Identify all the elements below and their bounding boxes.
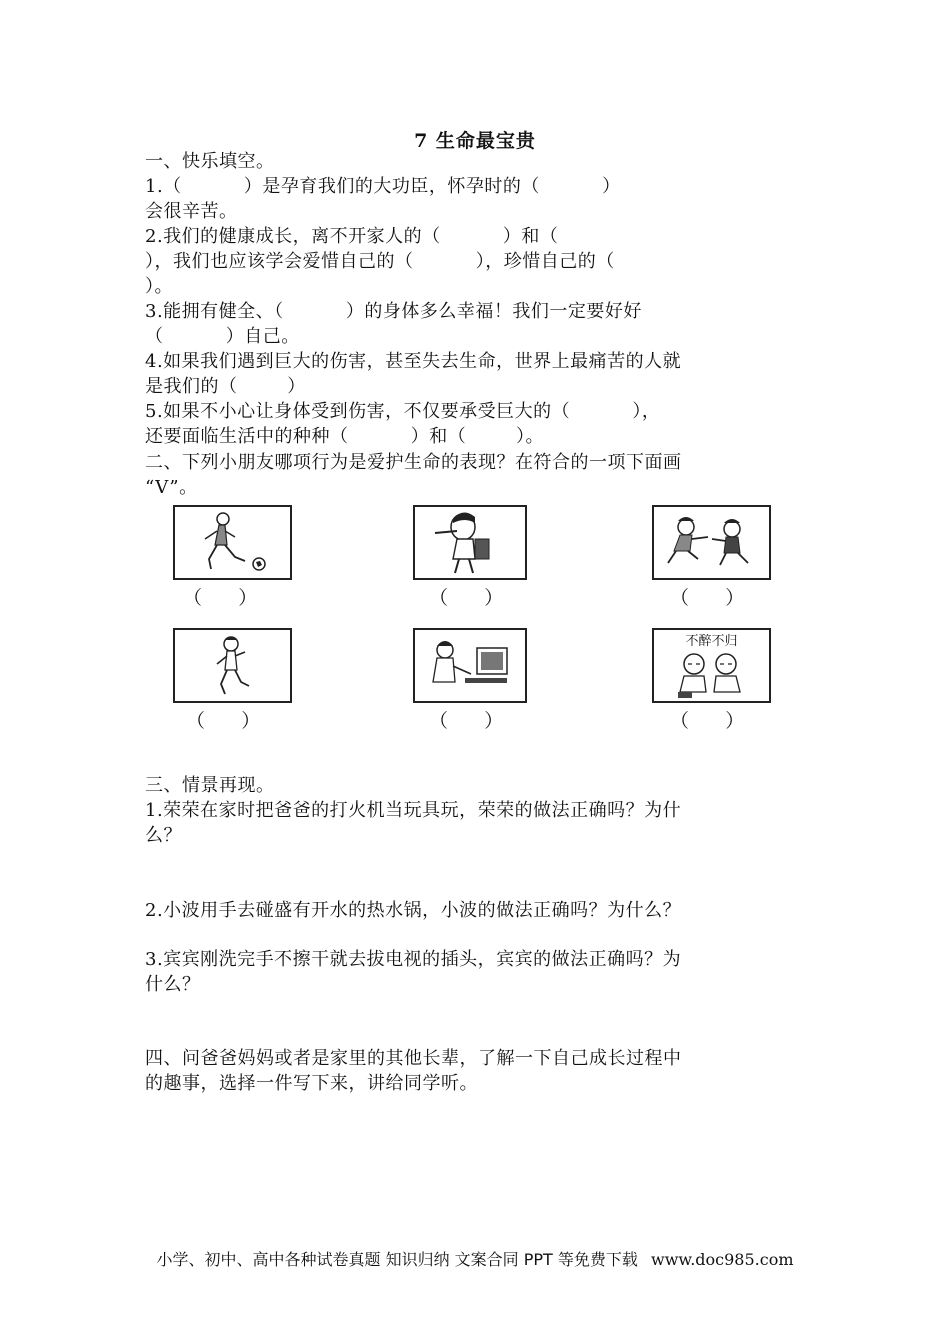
boy-playing-football-icon [175,507,290,578]
question-3: 3.宾宾刚洗完手不擦干就去拔电视的插头，宾宾的做法正确吗？为 [145,949,682,970]
section2-heading: 二、下列小朋友哪项行为是爱护生命的表现？在符合的一项下面画 [145,452,682,473]
boy-running-icon [175,630,290,701]
fill-line: ）。 [145,276,173,297]
fill-line: 4.如果我们遇到巨大的伤害，甚至失去生命，世界上最痛苦的人就 [145,351,682,372]
question-1: 1.荣荣在家时把爸爸的打火机当玩具玩，荣荣的做法正确吗？为什 [145,800,682,821]
fill-line: 还要面临生活中的种种（ ）和（ ）。 [145,426,544,447]
question-1-cont: 么？ [145,825,182,846]
question-2: 2.小波用手去碰盛有开水的热水锅，小波的做法正确吗？为什么？ [145,900,682,921]
fill-line: 2.我们的健康成长，离不开家人的（ ）和（ [145,226,559,247]
answer-blank[interactable]: （ ） [670,587,745,609]
answer-blank[interactable]: （ ） [429,587,504,609]
picture-frame [413,628,527,703]
footer [0,1247,950,1270]
section1-heading: 一、快乐填空。 [145,151,275,172]
question-3-cont: 什么？ [145,974,201,995]
fill-line: （ ）自己。 [145,326,300,347]
fill-line: 是我们的（ ） [145,376,306,397]
boys-fighting-icon [654,507,769,578]
answer-blank[interactable]: （ ） [186,710,261,732]
answer-blank[interactable]: （ ） [183,587,258,609]
picture-frame [173,505,292,580]
worksheet-title: 7 生命最宝贵 [414,130,536,152]
footer-text: 小学、初中、高中各种试卷真题 知识归纳 文案合同 PPT 等免费下载 [156,1250,638,1269]
section3-heading: 三、情景再现。 [145,775,275,796]
picture-frame [652,628,771,703]
section4-prompt: 四、问爸爸妈妈或者是家里的其他长辈，了解一下自己成长过程中 [145,1048,682,1069]
section2-heading-cont: “V”。 [145,477,198,498]
boys-gaming-all-night-icon [654,630,769,701]
fill-line: 会很辛苦。 [145,201,238,222]
picture-frame [413,505,527,580]
picture-frame [173,628,292,703]
fill-line: ），我们也应该学会爱惜自己的（ ），珍惜自己的（ [145,251,615,272]
picture-frame [652,505,771,580]
answer-blank[interactable]: （ ） [670,710,745,732]
picture-caption: 不醉不归 [685,634,738,649]
answer-blank[interactable]: （ ） [429,710,504,732]
boy-playing-computer-icon [415,630,525,701]
boy-with-pencil-in-mouth-icon [415,507,525,578]
fill-line: 1.（ ）是孕育我们的大功臣，怀孕时的（ ） [145,176,621,197]
fill-line: 3.能拥有健全、（ ）的身体多么幸福！我们一定要好好 [145,301,642,322]
fill-line: 5.如果不小心让身体受到伤害，不仅要承受巨大的（ ）， [145,401,661,422]
footer-url[interactable]: www.doc985.com [651,1250,794,1269]
section4-prompt-cont: 的趣事，选择一件写下来，讲给同学听。 [145,1073,478,1094]
